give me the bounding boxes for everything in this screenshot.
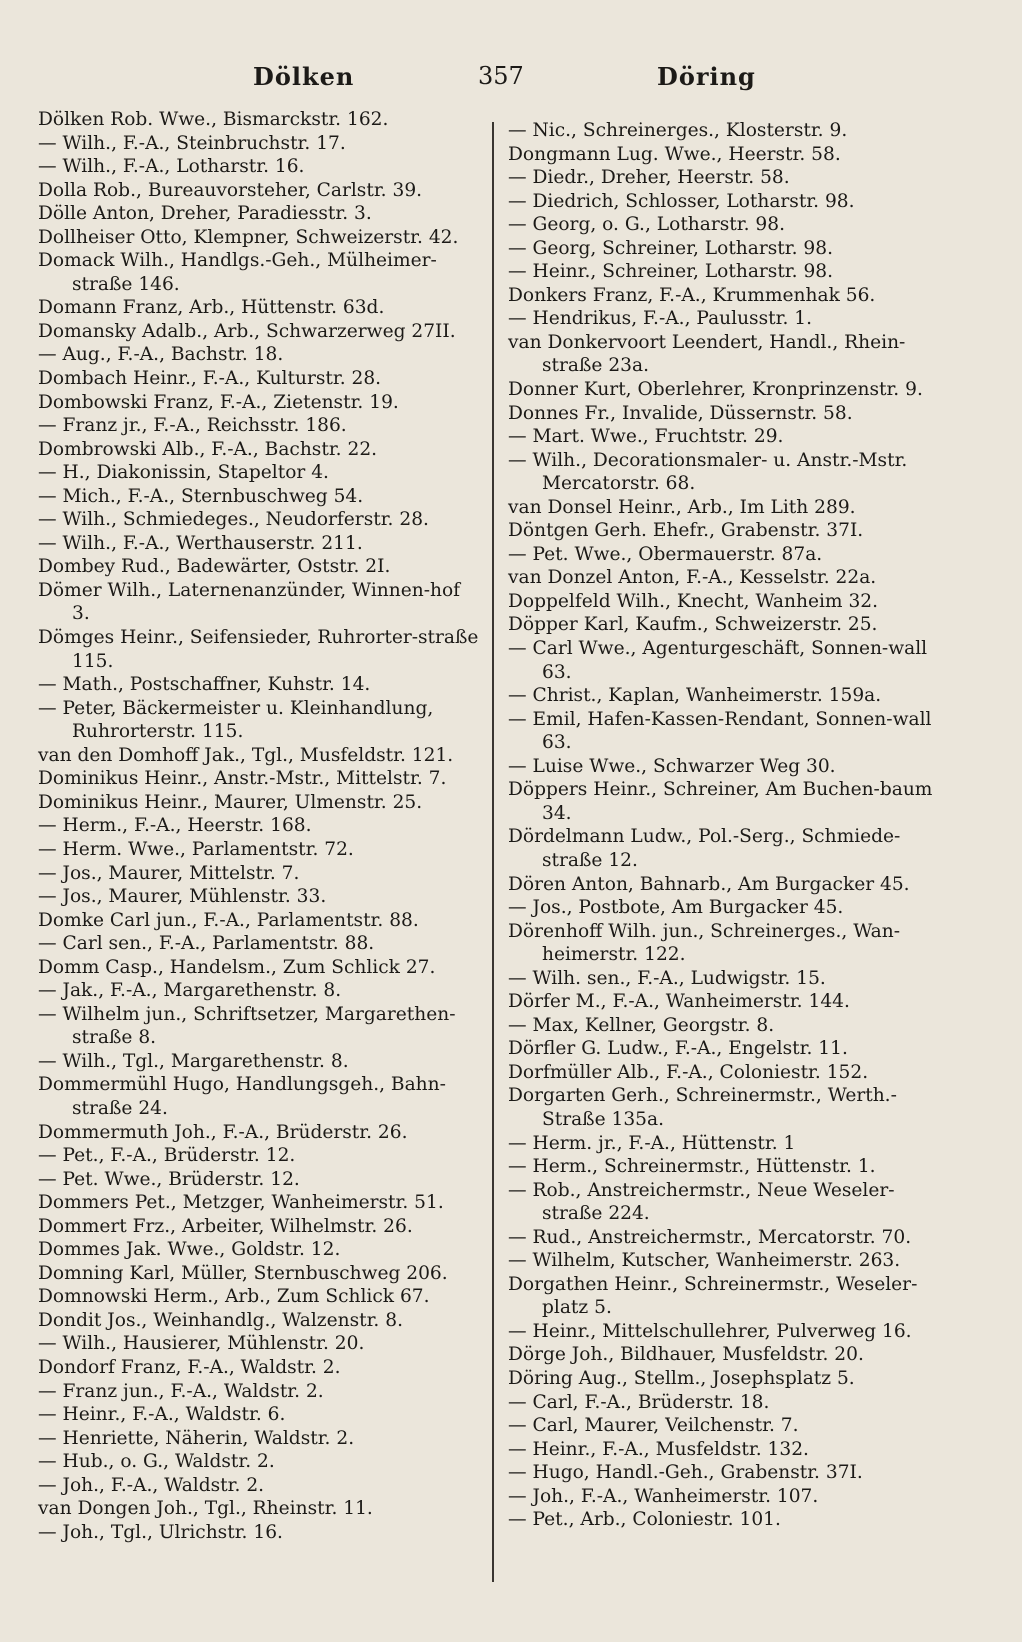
directory-entry: — Diedr., Dreher, Heerstr. 58. (508, 167, 790, 189)
directory-entry: — Carl sen., F.-A., Parlamentstr. 88. (38, 933, 375, 955)
directory-entry: — Herm. jr., F.-A., Hüttenstr. 1 (508, 1132, 796, 1154)
directory-entry: Dorfmüller Alb., F.-A., Coloniestr. 152. (508, 1061, 869, 1083)
directory-entry: — Wilh., F.-A., Lotharstr. 16. (38, 156, 305, 178)
directory-entry: Dommes Jak. Wwe., Goldstr. 12. (38, 1239, 341, 1261)
directory-entry: — Peter, Bäckermeister u. Kleinhandlung, Ruhrorterstr. 115. (38, 697, 434, 743)
directory-entry: Dommers Pet., Metzger, Wanheimerstr. 51. (38, 1192, 444, 1214)
directory-entry: Domm Casp., Handelsm., Zum Schlick 27. (38, 956, 436, 978)
directory-entry: Dömges Heinr., Seifensieder, Ruhrorter-straße 115. (38, 627, 479, 672)
directory-entry: Dondit Jos., Weinhandlg., Walzenstr. 8. (38, 1309, 403, 1331)
directory-entry: Donkers Franz, F.-A., Krummenhak 56. (508, 284, 876, 306)
directory-entry: — Heinr., F.-A., Waldstr. 6. (38, 1404, 286, 1426)
directory-entry: Dolla Rob., Bureauvorsteher, Carlstr. 39. (38, 179, 423, 201)
directory-entry: — H., Diakonissin, Stapeltor 4. (38, 462, 329, 484)
directory-entry: — Heinr., Mittelschullehrer, Pulverweg 16. (508, 1320, 912, 1342)
directory-entry: Dörfer M., F.-A., Wanheimerstr. 144. (508, 991, 850, 1013)
directory-entry: — Christ., Kaplan, Wanheimerstr. 159a. (508, 685, 882, 707)
directory-entry: Dondorf Franz, F.-A., Waldstr. 2. (38, 1356, 341, 1378)
directory-entry: Donner Kurt, Oberlehrer, Kronprinzenstr. 9. (508, 379, 923, 401)
directory-entry: Domnowski Herm., Arb., Zum Schlick 67. (38, 1286, 430, 1308)
directory-entry: — Franz jun., F.-A., Waldstr. 2. (38, 1380, 324, 1402)
directory-entry: Döppers Heinr., Schreiner, Am Buchen-baum 34. (508, 779, 933, 824)
directory-entry: — Wilhelm, Kutscher, Wanheimerstr. 263. (508, 1250, 901, 1272)
directory-entry: Dombrowski Alb., F.-A., Bachstr. 22. (38, 438, 378, 460)
page-header (0, 62, 1022, 102)
directory-entry: Domning Karl, Müller, Sternbuschweg 206. (38, 1262, 448, 1284)
directory-entry: — Heinr., Schreiner, Lotharstr. 98. (508, 261, 834, 283)
directory-entry: Domke Carl jun., F.-A., Parlamentstr. 88. (38, 909, 419, 931)
directory-entry: Dommermühl Hugo, Handlungsgeh., Bahn-straße 24. (38, 1074, 446, 1119)
directory-entry: — Franz jr., F.-A., Reichsstr. 186. (38, 415, 347, 437)
directory-entry: van Donkervoort Leendert, Handl., Rhein-straße 23a. (508, 331, 906, 377)
directory-entry: van Donzel Anton, F.-A., Kesselstr. 22a. (508, 567, 877, 589)
directory-entry: — Jos., Maurer, Mühlenstr. 33. (38, 886, 327, 908)
directory-entry: — Georg, o. G., Lotharstr. 98. (508, 214, 785, 236)
directory-entry: — Carl, F.-A., Brüderstr. 18. (508, 1391, 770, 1413)
directory-entry: — Jos., Postbote, Am Burgacker 45. (508, 897, 844, 919)
directory-entry: Dommermuth Joh., F.-A., Brüderstr. 26. (38, 1121, 408, 1143)
directory-entry: — Henriette, Näherin, Waldstr. 2. (38, 1427, 355, 1449)
directory-entry: Dorgarten Gerh., Schreinermstr., Werth.-Straße 135a. (508, 1085, 897, 1130)
directory-entry: Dölken Rob. Wwe., Bismarckstr. 162. (38, 109, 389, 130)
directory-entry: Dominikus Heinr., Maurer, Ulmenstr. 25. (38, 791, 423, 813)
directory-entry: — Pet. Wwe., Brüderstr. 12. (38, 1168, 300, 1190)
directory-entry: Döntgen Gerh. Ehefr., Grabenstr. 37I. (508, 520, 864, 542)
directory-entry: — Pet., Arb., Coloniestr. 101. (508, 1509, 781, 1531)
directory-entry: Dombach Heinr., F.-A., Kulturstr. 28. (38, 368, 382, 390)
directory-entry: — Herm., Schreinermstr., Hüttenstr. 1. (508, 1156, 876, 1178)
directory-entry: — Joh., F.-A., Waldstr. 2. (38, 1474, 265, 1496)
directory-entry: — Jak., F.-A., Margarethenstr. 8. (38, 980, 342, 1002)
directory-entry: — Carl Wwe., Agenturgeschäft, Sonnen-wall 63. (508, 638, 928, 683)
directory-entry: — Georg, Schreiner, Lotharstr. 98. (508, 237, 833, 259)
directory-entry: Dorgathen Heinr., Schreinermstr., Weseler-platz 5. (508, 1273, 918, 1319)
directory-entry: — Wilh., Decorationsmaler- u. Anstr.-Mstr. Mercatorstr. 68. (508, 449, 908, 495)
directory-entry: Dominikus Heinr., Anstr.-Mstr., Mittelstr. 7. (38, 768, 447, 790)
directory-entry: Dörenhoff Wilh. jun., Schreinerges., Wan-heimerstr. 122. (508, 920, 901, 966)
directory-entry: — Rud., Anstreichermstr., Mercatorstr. 70. (508, 1226, 912, 1248)
directory-entry: — Herm., F.-A., Heerstr. 168. (38, 815, 312, 837)
directory-entry: — Wilh., Hausierer, Mühlenstr. 20. (38, 1333, 365, 1355)
right-column (508, 119, 946, 1532)
directory-entry: Dongmann Lug. Wwe., Heerstr. 58. (508, 143, 841, 165)
directory-entry: — Heinr., F.-A., Musfeldstr. 132. (508, 1438, 809, 1460)
directory-entry: Dombey Rud., Badewärter, Oststr. 2I. (38, 556, 391, 578)
header-left-keyword: Dölken (253, 62, 355, 91)
directory-entry: — Wilhelm jun., Schriftsetzer, Margarethen-straße 8. (38, 1003, 456, 1049)
directory-entry: — Joh., Tgl., Ulrichstr. 16. (38, 1521, 283, 1543)
directory-entry: Dölle Anton, Dreher, Paradiesstr. 3. (38, 203, 372, 225)
directory-entry: — Nic., Schreinerges., Klosterstr. 9. (508, 120, 848, 141)
directory-entry: Domack Wilh., Handlgs.-Geh., Mülheimer-straße 146. (38, 250, 437, 295)
directory-entry: — Luise Wwe., Schwarzer Weg 30. (508, 755, 836, 777)
directory-entry: Dömer Wilh., Laternenanzünder, Winnen-hof 3. (38, 579, 461, 625)
directory-entry: Dollheiser Otto, Klempner, Schweizerstr. 42. (38, 226, 459, 248)
directory-entry: — Pet., F.-A., Brüderstr. 12. (38, 1145, 296, 1167)
directory-entry: van Dongen Joh., Tgl., Rheinstr. 11. (38, 1498, 373, 1520)
directory-entry: — Jos., Maurer, Mittelstr. 7. (38, 862, 300, 884)
directory-entry: — Aug., F.-A., Bachstr. 18. (38, 344, 284, 366)
directory-entry: Domann Franz, Arb., Hüttenstr. 63d. (38, 297, 385, 319)
directory-entry: — Max, Kellner, Georgstr. 8. (508, 1014, 775, 1036)
directory-entry: — Hendrikus, F.-A., Paulusstr. 1. (508, 308, 813, 330)
directory-entry: van Donsel Heinr., Arb., Im Lith 289. (508, 496, 856, 518)
directory-entry: Dörfler G. Ludw., F.-A., Engelstr. 11. (508, 1038, 848, 1060)
directory-entry: Doppelfeld Wilh., Knecht, Wanheim 32. (508, 590, 879, 612)
directory-entry: — Wilh. sen., F.-A., Ludwigstr. 15. (508, 967, 826, 989)
directory-entry: Döring Aug., Stellm., Josephsplatz 5. (508, 1367, 855, 1389)
directory-entry: Dördelmann Ludw., Pol.-Serg., Schmiede-straße 12. (508, 826, 901, 871)
directory-entry: Domansky Adalb., Arb., Schwarzerweg 27II. (38, 320, 456, 342)
directory-entry: Dörge Joh., Bildhauer, Musfeldstr. 20. (508, 1344, 864, 1366)
directory-entry: Dombowski Franz, F.-A., Zietenstr. 19. (38, 391, 399, 413)
directory-entry: Döpper Karl, Kaufm., Schweizerstr. 25. (508, 614, 878, 636)
directory-entry: — Mart. Wwe., Fruchtstr. 29. (508, 426, 784, 448)
directory-entry: — Emil, Hafen-Kassen-Rendant, Sonnen-wall 63. (508, 708, 932, 754)
directory-entry: — Joh., F.-A., Wanheimerstr. 107. (508, 1485, 819, 1507)
directory-entry: — Wilh., F.-A., Steinbruchstr. 17. (38, 132, 346, 154)
directory-entry: Dommert Frz., Arbeiter, Wilhelmstr. 26. (38, 1215, 413, 1237)
directory-entry: — Diedrich, Schlosser, Lotharstr. 98. (508, 190, 855, 212)
directory-entry: — Wilh., Tgl., Margarethenstr. 8. (38, 1050, 349, 1072)
directory-entry: — Hugo, Handl.-Geh., Grabenstr. 37I. (508, 1462, 863, 1484)
left-column (38, 108, 480, 1544)
directory-entry: — Mich., F.-A., Sternbuschweg 54. (38, 485, 364, 507)
directory-entry: — Pet. Wwe., Obermauerstr. 87a. (508, 543, 823, 565)
directory-entry: — Herm. Wwe., Parlamentstr. 72. (38, 838, 354, 860)
directory-entry: — Carl, Maurer, Veilchenstr. 7. (508, 1415, 799, 1437)
directory-entry: — Math., Postschaffner, Kuhstr. 14. (38, 674, 371, 696)
header-right-keyword: Döring (657, 62, 756, 91)
directory-entry: Donnes Fr., Invalide, Düssernstr. 58. (508, 402, 853, 424)
directory-entry: — Rob., Anstreichermstr., Neue Weseler-straße 224. (508, 1179, 895, 1225)
column-divider (492, 122, 494, 1582)
page-number: 357 (478, 62, 524, 90)
directory-entry: — Wilh., F.-A., Werthauserstr. 211. (38, 532, 363, 554)
directory-entry: — Hub., o. G., Waldstr. 2. (38, 1451, 275, 1473)
directory-entry: — Wilh., Schmiedeges., Neudorferstr. 28. (38, 509, 429, 531)
directory-entry: Dören Anton, Bahnarb., Am Burgacker 45. (508, 873, 910, 895)
directory-entry: van den Domhoff Jak., Tgl., Musfeldstr. 121. (38, 744, 454, 766)
